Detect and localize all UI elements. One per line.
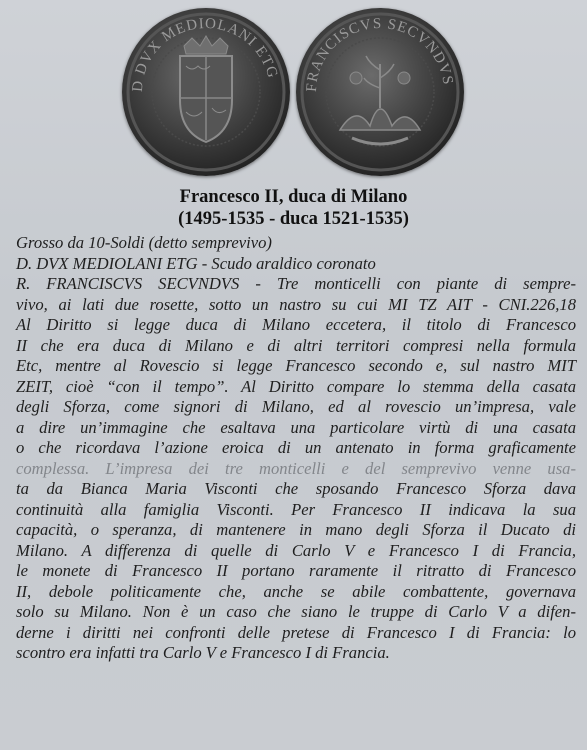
text-line: o che ricordava l’azione eroica di un antenato in forma graficamente	[16, 438, 576, 457]
coin-photo	[120, 8, 465, 178]
text-line: II che era duca di Milano e di altri territori compresi nella formula	[16, 335, 576, 355]
text-line: solo su Milano. Non è un caso che siano le truppe di Carlo V a difen-	[16, 602, 576, 621]
text-line: a dire un’immagine che esaltava una particolare virtù di una casata	[16, 417, 576, 437]
coin-obverse-image	[122, 8, 290, 176]
description-text	[16, 233, 576, 664]
text-line: scontro era infatti tra Carlo V e Francesco I di Francia.	[16, 643, 390, 662]
text-line: continuità alla famiglia Visconti. Per Francesco II indicava la sua	[16, 499, 576, 519]
text-line: degli Sforza, come signori di Milano, ed al rovescio un’impresa, vale	[16, 397, 576, 416]
text-line: vivo, ai lati due rosette, sotto un nastro su cui MI TZ AIT - CNI.226,18	[16, 294, 576, 314]
text-line: capacità, o speranza, di mantenere in mano degli Sforza il Ducato di	[16, 520, 576, 539]
text-line: complessa. L’impresa dei tre monticelli e del semprevivo venne usa-	[16, 458, 576, 478]
coin-obverse-legend: D DVX MEDIOLANI ETG	[129, 15, 281, 93]
text-line: Milano. A differenza di quelle di Carlo V e Francesco I di Francia,	[16, 540, 576, 560]
coin-reverse-legend: FRANCISCVS SECVNDVS	[303, 15, 456, 93]
text-line: Al Diritto si legge duca di Milano eccetera, il titolo di Francesco	[16, 315, 576, 334]
text-line: Etc, mentre al Rovescio si legge Francesco secondo e, sul nastro MIT	[16, 356, 576, 375]
text-line: le monete di Francesco II portano raramente il ritratto di Francesco	[16, 561, 576, 580]
text-line: ta da Bianca Maria Visconti che sposando Francesco Sforza dava	[16, 479, 576, 498]
coin-reverse-image	[296, 8, 464, 176]
text-line: II, debole politicamente che, anche se abile combattente, governava	[16, 581, 576, 601]
text-line: ZEIT, cioè “con il tempo”. Al Diritto compare lo stemma della casata	[16, 376, 576, 396]
text-line: derne i diritti nei confronti delle pretese di Francesco I di Francia: lo	[16, 622, 576, 642]
text-line: Grosso da 10-Soldi (detto semprevivo)	[16, 233, 272, 252]
text-line: D. DVX MEDIOLANI ETG - Scudo araldico coronato	[16, 253, 376, 273]
text-line: R. FRANCISCVS SECVNDVS - Tre monticelli con piante di sempre-	[16, 274, 576, 293]
subtitle-dates: (1495-1535 - duca 1521-1535)	[178, 209, 409, 229]
title-block	[0, 186, 587, 230]
title: Francesco II, duca di Milano	[179, 187, 408, 207]
